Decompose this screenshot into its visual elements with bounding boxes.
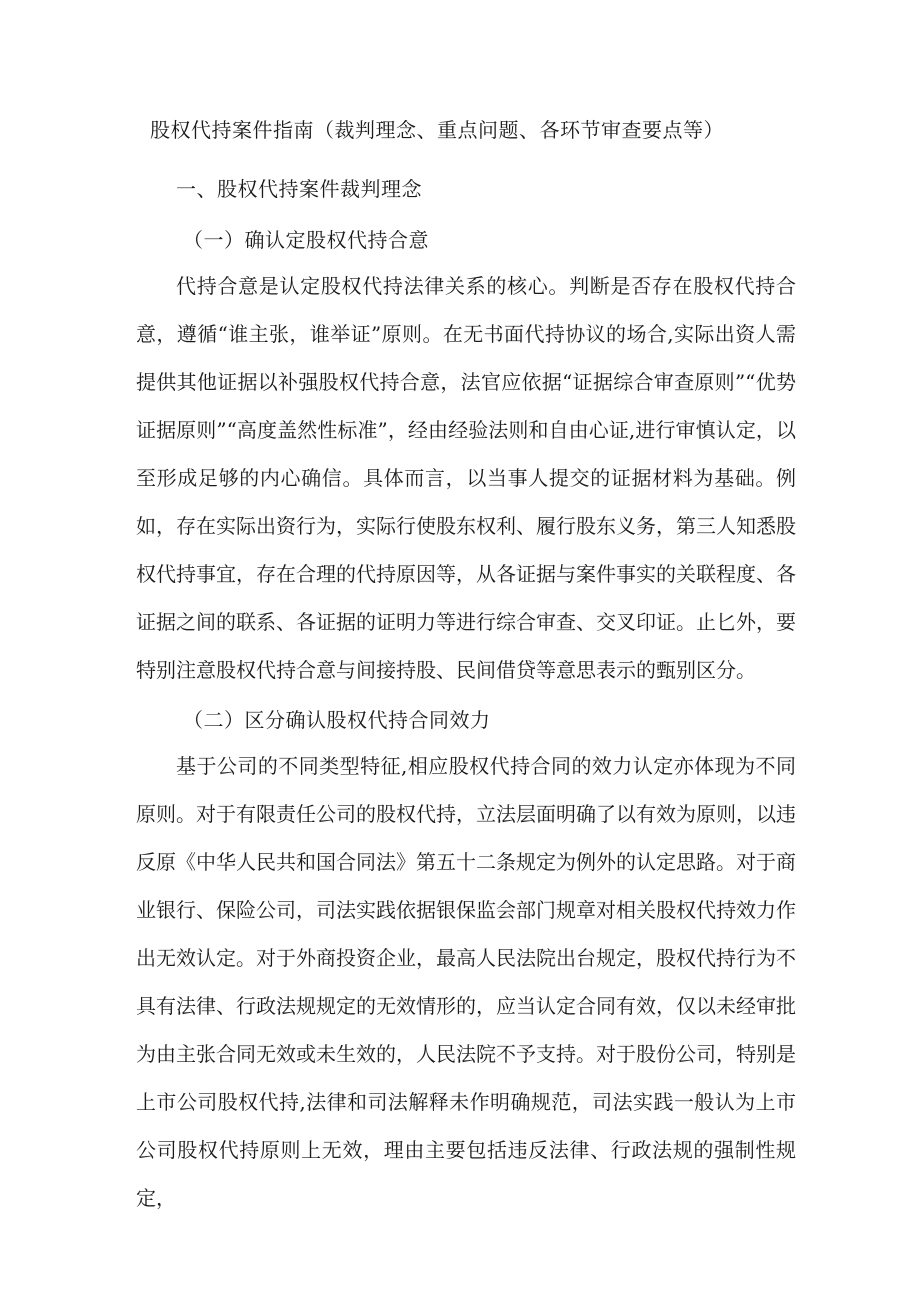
section-heading-1: 一、股权代持案件裁判理念	[176, 177, 422, 201]
paragraph-2: 基于公司的不同类型特征,相应股权代持合同的效力认定亦体现为不同原则。对于有限责任公司的股权代持，立法层面明确了以有效为原则，以违反原《中华人民共和国合同法》第五十二条规定为例外的认定思路。对于商业银行、保险公司，司法实践依据银保监会部门规章对相关股权代持效力作出无效认定。对于外商投资企业，最高人民法院出台规定，股权代持行为不具有法律、行政法规规定的无效情形的，应当认定合同有效，仅以未经审批为由主张合同无效或未生效的，人民法院不予支持。对于股份公司，特别是上市公司股权代持,法律和司法解释未作明确规范，司法实践一般认为上市公司股权代持原则上无效，理由主要包括违反法律、行政法规的强制性规定，	[136, 754, 796, 1210]
paragraph-1: 代持合意是认定股权代持法律关系的核心。判断是否存在股权代持合意，遵循“谁主张，谁举证”原则。在无书面代持协议的场合,实际出资人需提供其他证据以补强股权代持合意，法官应依据“证据综合审查原则”“优势证据原则”“高度盖然性标准”，经由经验法则和自由心证,进行审慎认定，以至形成足够的内心确信。具体而言，以当事人提交的证据材料为基础。例如，存在实际出资行为，实际行使股东权利、履行股东义务，第三人知悉股权代持事宜，存在合理的代持原因等，从各证据与案件事实的关联程度、各证据之间的联系、各证据的证明力等进行综合审查、交叉印证。止匕外，要特别注意股权代持合意与间接持股、民间借贷等意思表示的甄别区分。	[136, 274, 796, 682]
subsection-heading-2: （二）区分确认股权代持合同效力	[183, 708, 491, 732]
subsection-heading-1: （一）确认定股权代持合意	[183, 228, 429, 252]
document-title: 股权代持案件指南（裁判理念、重点问题、各环节审查要点等）	[150, 118, 724, 142]
